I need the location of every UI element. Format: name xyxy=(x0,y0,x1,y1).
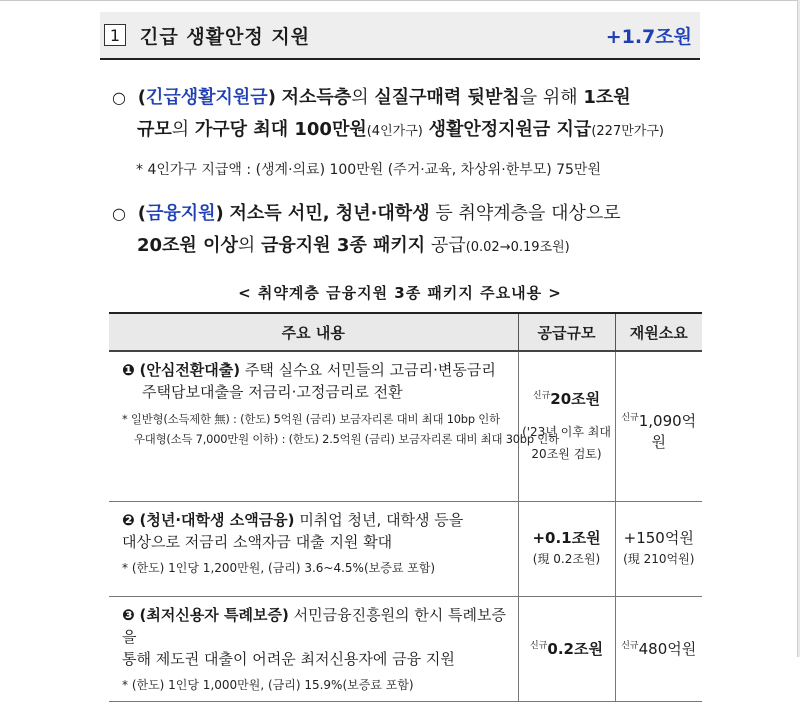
bold-text: 규모 xyxy=(137,119,172,140)
section-amount: +1.7조원 xyxy=(605,25,692,48)
paragraph-line xyxy=(112,82,664,114)
item-desc-line1: 미취업 청년, 대학생 등을 xyxy=(299,510,464,529)
supply-note: (現 0.2조원) xyxy=(532,552,601,566)
item-content xyxy=(110,598,517,700)
item-note: * (한도) 1인당 1,000만원, (금리) 15.9%(보증료 포함) xyxy=(122,677,414,692)
bold-text: 가구당 최대 100만원 xyxy=(194,119,367,140)
bold-text: 생활안정지원금 지급 xyxy=(428,119,592,140)
small-text: (0.02→0.19조원) xyxy=(465,240,570,255)
cost-amount: 480억원 xyxy=(638,640,697,658)
paragraph-line xyxy=(112,230,621,264)
number-bullet: ❷ xyxy=(122,510,135,529)
column-header: 공급규모 xyxy=(518,313,615,351)
paragraph-line xyxy=(112,114,664,148)
item-title: (최저신용자 특례보증) xyxy=(139,605,289,624)
table-row xyxy=(109,596,702,701)
bold-text: 저소득층 xyxy=(281,87,352,108)
paragraph-financial-support xyxy=(112,198,621,264)
item-content xyxy=(110,503,517,583)
plain-text: 의 xyxy=(351,87,369,108)
section-header xyxy=(100,12,700,60)
item-note: * (한도) 1인당 1,200만원, (금리) 3.6~4.5%(보증료 포함) xyxy=(122,560,436,575)
paragraph-line xyxy=(112,198,621,230)
plain-text: 등 취약계층을 대상으로 xyxy=(435,203,621,224)
bullet-circle: ○ xyxy=(112,88,126,107)
page-top-edge xyxy=(0,0,800,1)
package-table xyxy=(109,312,702,702)
page-right-edge xyxy=(797,0,798,657)
content-cell xyxy=(109,501,518,596)
column-header: 재원소요 xyxy=(615,313,702,351)
paren-open: ( xyxy=(137,87,146,108)
small-text: (4인가구) xyxy=(366,124,423,139)
cost-cell xyxy=(615,596,702,701)
item-desc-line2: 주택담보대출을 저금리·고정금리로 전환 xyxy=(142,383,403,401)
number-bullet: ❶ xyxy=(122,361,135,379)
table-header-row xyxy=(109,313,702,351)
bold-text: 실질구매력 뒷받침 xyxy=(374,87,520,108)
item-description xyxy=(122,359,509,403)
cost-amount: 1,090억원 xyxy=(638,412,697,451)
item-description xyxy=(122,509,509,553)
plain-text: 의 xyxy=(237,235,256,256)
plain-text: 공급 xyxy=(430,235,466,256)
new-tag: 신규 xyxy=(621,641,639,651)
supply-amount: +0.1조원 xyxy=(532,529,601,547)
paren-open: ( xyxy=(137,203,146,224)
supply-note: 20조원 검토) xyxy=(531,446,602,461)
supply-cell xyxy=(518,351,615,501)
item-desc-line2: 대상으로 저금리 소액자금 대출 지원 확대 xyxy=(122,532,393,551)
table-row xyxy=(109,501,702,596)
item-title: (청년·대학생 소액금융) xyxy=(139,510,295,529)
plain-text: 의 xyxy=(171,119,190,140)
item-desc-line1: 서민금융진흥원의 한시 특례보증을 xyxy=(122,605,507,646)
section-title: 긴급 생활안정 지원 xyxy=(140,25,311,48)
cost-note: (現 210억원) xyxy=(623,552,695,566)
supply-cell xyxy=(518,501,615,596)
cost-amount: +150억원 xyxy=(623,529,694,547)
table-row xyxy=(109,351,702,501)
package-table-title: < 취약계층 금융지원 3종 패키지 주요내용 > xyxy=(238,284,562,302)
new-tag: 신규 xyxy=(532,390,551,401)
content-cell xyxy=(109,596,518,701)
item-desc-line1: 주택 실수요 서민들의 고금리·변동금리 xyxy=(244,361,496,379)
supply-amount: 20조원 xyxy=(550,389,601,408)
bold-text: 저소득 서민, 청년·대학생 xyxy=(229,203,430,224)
topic-tag: 금융지원 xyxy=(145,203,216,224)
item-desc-line2: 통해 제도권 대출이 어려운 최저신용자에 금융 지원 xyxy=(122,649,455,668)
cost-cell xyxy=(615,351,702,501)
item-description xyxy=(122,604,509,670)
new-tag: 신규 xyxy=(530,641,548,651)
item-title: (안심전환대출) xyxy=(139,361,241,379)
cost-cell xyxy=(615,501,702,596)
item-note: 우대형(소득 7,000만원 이하) : (한도) 2.5억원 (금리) 보금자리론 대비 최대 30bp 인하 xyxy=(134,432,559,446)
item-note: * 일반형(소득제한 無) : (한도) 5억원 (금리) 보금자리론 대비 최대 10bp 인하 xyxy=(122,412,500,426)
column-header: 주요 내용 xyxy=(109,313,518,351)
supply-value xyxy=(520,638,614,659)
bullet-circle: ○ xyxy=(112,204,126,223)
supply-note: ('23년 이후 최대 xyxy=(522,424,611,439)
plain-text: 을 위해 xyxy=(519,87,578,108)
supply-value xyxy=(520,388,614,409)
bold-text: 20조원 이상 xyxy=(137,235,238,256)
supply-cell xyxy=(518,596,615,701)
footnote-payment: * 4인가구 지급액 : (생계·의료) 100만원 (주거·교육, 차상위·한부모) 75만원 xyxy=(136,162,601,178)
new-tag: 신규 xyxy=(621,413,639,423)
number-bullet: ❸ xyxy=(122,605,135,624)
section-number-box: 1 xyxy=(104,24,126,46)
supply-amount: 0.2조원 xyxy=(547,640,603,658)
small-text: (227만가구) xyxy=(591,124,664,139)
paren-close: ) xyxy=(215,203,224,224)
paren-close: ) xyxy=(267,87,276,108)
bold-text: 금융지원 3종 패키지 xyxy=(261,235,426,256)
topic-tag: 긴급생활지원금 xyxy=(145,87,268,108)
bold-text: 1조원 xyxy=(583,87,631,108)
paragraph-emergency-support xyxy=(112,82,664,148)
